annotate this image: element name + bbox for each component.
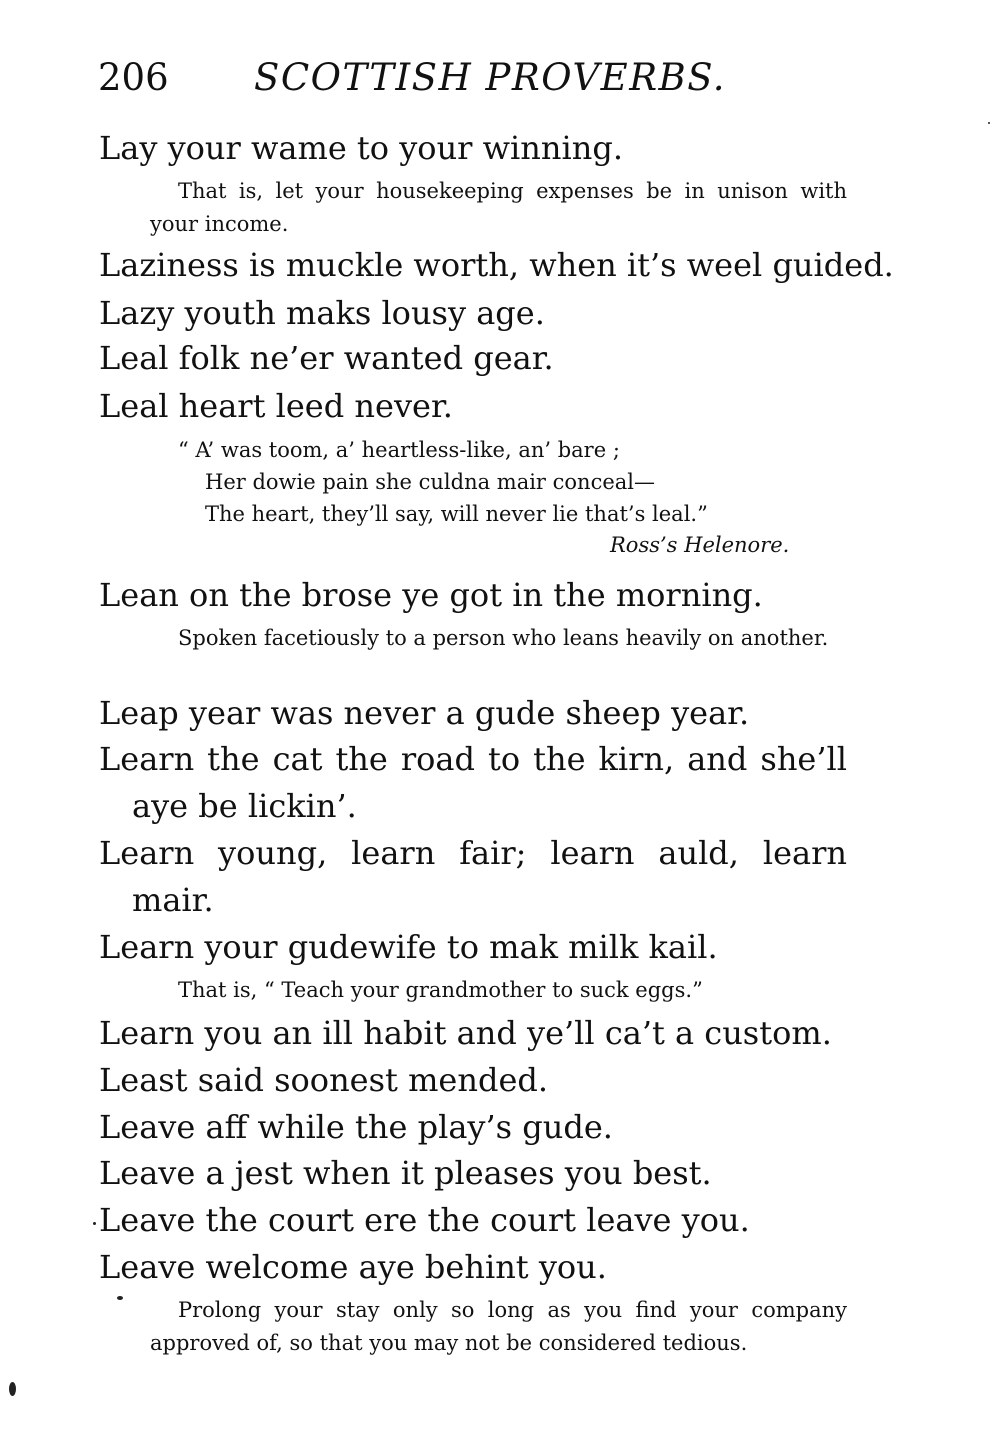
verse-line: The heart, they’ll say, will never lie that’s leal.” xyxy=(205,502,708,526)
proverb-note: Prolong your stay only so long as you find your company approved of, so that you may not be considered tedious. xyxy=(150,1298,847,1355)
proverb-note: Spoken facetiously to a person who leans heavily on another. xyxy=(178,626,829,650)
proverb: Leave a jest when it pleases you best. xyxy=(99,1154,712,1192)
ink-speck xyxy=(93,1222,96,1225)
verse-line: Her dowie pain she culdna mair conceal— xyxy=(205,470,656,494)
proverb: Leap year was never a gude sheep year. xyxy=(99,694,750,732)
proverb: Learn your gudewife to mak milk kail. xyxy=(99,928,718,966)
proverb: Lay your wame to your winning. xyxy=(99,129,623,167)
ink-speck xyxy=(117,1296,123,1300)
proverb: Least said soonest mended. xyxy=(99,1061,549,1099)
proverb-note: That is, “ Teach your grandmother to suck eggs.” xyxy=(178,978,703,1002)
proverb: Learn young, learn fair; learn auld, learn mair. xyxy=(99,834,847,919)
verse-quotation xyxy=(178,434,708,530)
proverb: Learn you an ill habit and ye’ll ca’t a custom. xyxy=(99,1014,832,1052)
proverb: Lean on the brose ye got in the morning. xyxy=(99,576,763,614)
proverb: Leal heart leed never. xyxy=(99,387,453,425)
proverb: Leave welcome aye behint you. xyxy=(99,1248,607,1286)
verse-attribution: Ross’s Helenore. xyxy=(610,533,790,557)
page-number: 206 xyxy=(98,56,169,99)
proverb: Leave aff while the play’s gude. xyxy=(99,1108,613,1146)
proverb: Leave the court ere the court leave you. xyxy=(99,1201,750,1239)
proverb: Leal folk ne’er wanted gear. xyxy=(99,339,554,377)
verse-line: “ A’ was toom, a’ heartless-like, an’ bare ; xyxy=(178,438,620,462)
proverb: Learn the cat the road to the kirn, and she’ll aye be lickin’. xyxy=(99,740,847,825)
ink-speck xyxy=(988,122,990,124)
running-title: SCOTTISH PROVERBS. xyxy=(254,56,727,99)
proverb: Laziness is muckle worth, when it’s weel guided. xyxy=(99,246,894,284)
proverb-note: That is, let your housekeeping expenses be in unison with your income. xyxy=(150,179,847,236)
proverb: Lazy youth maks lousy age. xyxy=(99,294,545,332)
ink-speck xyxy=(9,1382,16,1396)
